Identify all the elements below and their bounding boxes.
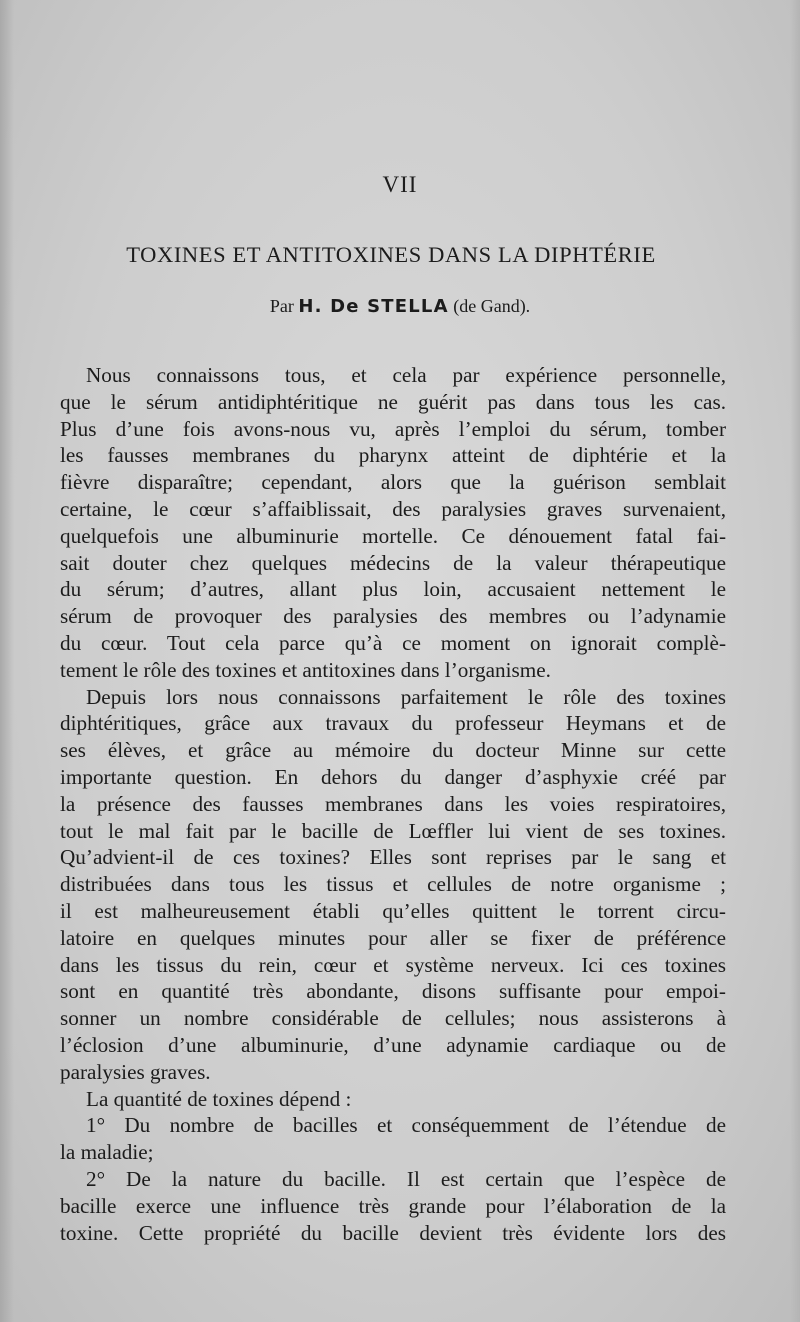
text-line: diphtéritiques, grâce aux travaux du professeur Heymans et de (60, 711, 726, 736)
chapter-number: VII (382, 172, 418, 197)
text-line: tement le rôle des toxines et antitoxines dans l’organisme. (60, 657, 551, 682)
text-line: que le sérum antidiphtéritique ne guérit pas dans tous les cas. (60, 389, 726, 414)
text-line: 1° Du nombre de bacilles et conséquemment de l’étendue de (86, 1113, 726, 1138)
text-line: toxine. Cette propriété du bacille devient très évidente lors des (60, 1220, 726, 1245)
text-line: l’éclosion d’une albuminurie, d’une adynamie cardiaque ou de (60, 1032, 726, 1057)
text-line: Depuis lors nous connaissons parfaitement le rôle des toxines (86, 684, 726, 709)
text-line: latoire en quelques minutes pour aller se fixer de préférence (60, 925, 726, 950)
text-line: du sérum; d’autres, allant plus loin, accusaient nettement le (60, 577, 726, 602)
text-line: distribuées dans tous les tissus et cellules de notre organisme ; (60, 872, 726, 897)
author-name: H. De STELLA (298, 296, 449, 317)
text-line: les fausses membranes du pharynx atteint de diphtérie et la (60, 443, 726, 468)
text-line: 2° De la nature du bacille. Il est certain que l’espèce de (86, 1166, 726, 1191)
text-line: importante question. En dehors du danger d’asphyxie créé par (60, 764, 726, 789)
text-line: bacille exerce une influence très grande pour l’élaboration de la (60, 1193, 726, 1218)
body-text (60, 362, 726, 1246)
text-line: paralysies graves. (60, 1059, 211, 1084)
author-affiliation: (de Gand). (453, 296, 531, 316)
text-line: du cœur. Tout cela parce qu’à ce moment on ignorait complè- (60, 630, 726, 655)
text-line: dans les tissus du rein, cœur et système nerveux. Ici ces toxines (60, 952, 726, 977)
page-edge-left (0, 0, 14, 1322)
text-line: sont en quantité très abondante, disons suffisante pour empoi- (60, 979, 726, 1004)
text-line: sérum de provoquer des paralysies des membres ou l’adynamie (60, 604, 726, 629)
text-line: Qu’advient-il de ces toxines? Elles sont reprises par le sang et (60, 845, 726, 870)
text-line: certaine, le cœur s’affaiblissait, des paralysies graves survenaient, (60, 496, 726, 521)
text-line: La quantité de toxines dépend : (86, 1086, 352, 1111)
text-line: Plus d’une fois avons-nous vu, après l’emploi du sérum, tomber (60, 416, 726, 441)
text-line: fièvre disparaître; cependant, alors que la guérison semblait (60, 470, 726, 495)
text-line: la maladie; (60, 1140, 154, 1165)
text-line: ses élèves, et grâce au mémoire du docteur Minne sur cette (60, 738, 726, 763)
text-line: tout le mal fait par le bacille de Lœffler lui vient de ses toxines. (60, 818, 726, 843)
byline-prefix: Par (269, 296, 294, 316)
byline (0, 296, 800, 317)
text-line: sonner un nombre considérable de cellules; nous assisterons à (60, 1006, 726, 1031)
page-edge-right (790, 0, 800, 1322)
article-title: TOXINES ET ANTITOXINES DANS LA DIPHTÉRIE (126, 242, 656, 267)
text-line: il est malheureusement établi qu’elles quittent le torrent circu- (60, 898, 726, 923)
text-line: quelquefois une albuminurie mortelle. Ce dénouement fatal fai- (60, 523, 726, 548)
text-line: sait douter chez quelques médecins de la valeur thérapeutique (60, 550, 726, 575)
text-line: Nous connaissons tous, et cela par expérience personnelle, (86, 363, 726, 387)
text-line: la présence des fausses membranes dans les voies respiratoires, (60, 791, 726, 816)
